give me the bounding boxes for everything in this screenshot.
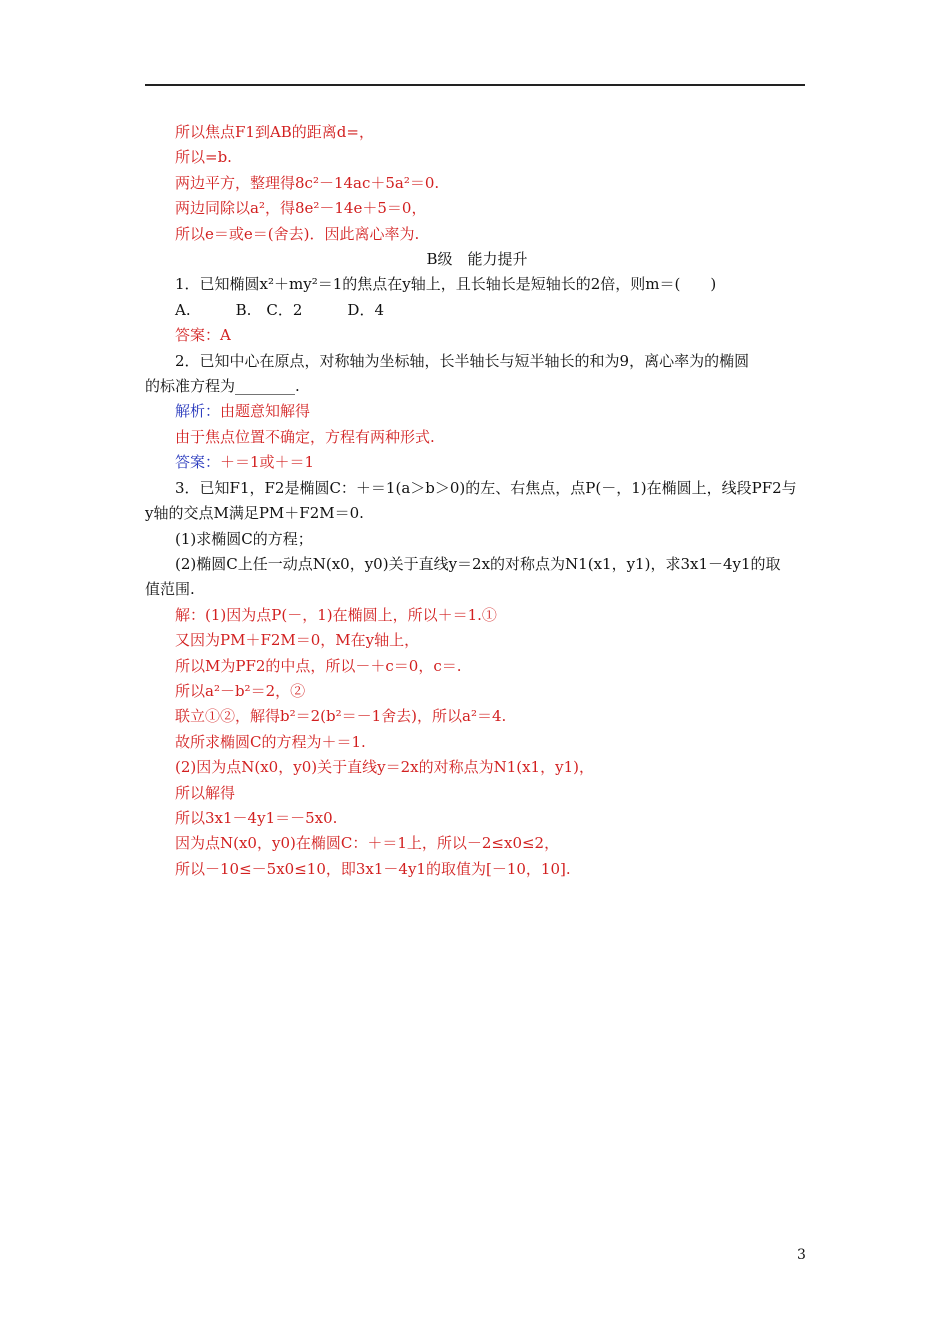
solution-line: 所以－10≤－5x0≤10，即3x1－4y1的取值为[－10，10]. [175,859,571,878]
question-3-stem-cont: y轴的交点M满足PM＋F2M＝0. [145,504,364,523]
solution-line: 所以=b. [175,148,232,167]
solution-line: (2)因为点N(x0，y0)关于直线y＝2x的对称点为N1(x1，y1)， [175,758,594,777]
solution-line: 两边平方，整理得8c²－14ac＋5a²＝0. [175,173,440,192]
header-rule [145,84,805,86]
solution-line: 两边同除以a²，得8e²－14e＋5＝0， [175,199,427,218]
solution-line: 所以焦点F1到AB的距离d=， [175,123,374,141]
answer-text: ＋＝1或＋＝1 [220,453,315,472]
solution-line: 又因为PM＋F2M＝0，M在y轴上， [175,631,420,650]
question-3-part-2-cont: 值范围. [145,580,195,599]
solution-line: 因为点N(x0，y0)在椭圆C：＋＝1上，所以－2≤x0≤2， [175,834,560,853]
solution-line: 解：(1)因为点P(－，1)在椭圆上，所以＋＝1.① [175,605,497,624]
question-1-stem: 1．已知椭圆x²＋my²＝1的焦点在y轴上，且长轴长是短轴长的2倍，则m＝( ) [175,275,717,294]
question-3-stem: 3．已知F1，F2是椭圆C：＋＝1(a＞b＞0)的左、右焦点，点P(－，1)在椭圆上，线段PF2与 [175,478,797,497]
section-title: B级 能力提升 [426,250,528,269]
solution-line: 故所求椭圆C的方程为＋＝1. [175,732,366,751]
question-2-note: 由于焦点位置不确定，方程有两种形式. [175,427,435,446]
solution-line: 所以a²－b²＝2，② [175,681,306,700]
question-3-part-2: (2)椭圆C上任一动点N(x0，y0)关于直线y＝2x的对称点为N1(x1，y1)，求3x1－4y1的取 [175,554,781,573]
solution-line: 所以e＝或e＝(舍去)．因此离心率为. [175,224,420,243]
solution-line: 所以解得 [175,783,236,802]
solution-continued [145,120,809,247]
analysis-text: 由题意知解得 [220,402,311,421]
page-content [145,120,809,882]
page-number: 3 [797,1247,806,1263]
question-3-part-1: (1)求椭圆C的方程； [175,529,313,548]
question-1-answer: 答案：A [175,326,231,345]
question-3-solution [145,603,809,882]
question-2-stem: 2．已知中心在原点，对称轴为坐标轴，长半轴长与短半轴长的和为9，离心率为的椭圆 [175,351,750,370]
question-2-analysis [145,399,809,424]
solution-line: 所以M为PF2的中点，所以－＋c＝0，c＝. [175,656,462,675]
solution-line: 联立①②，解得b²＝2(b²＝－1舍去)，所以a²＝4. [175,707,507,726]
answer-label: 答案： [175,453,221,472]
question-2-answer [145,450,809,475]
analysis-label: 解析： [175,402,221,421]
solution-line: 所以3x1－4y1＝－5x0. [175,808,338,827]
question-2-stem-cont: 的标准方程为________. [145,377,300,396]
question-1-options: A. B. C．2 D．4 [175,300,384,319]
